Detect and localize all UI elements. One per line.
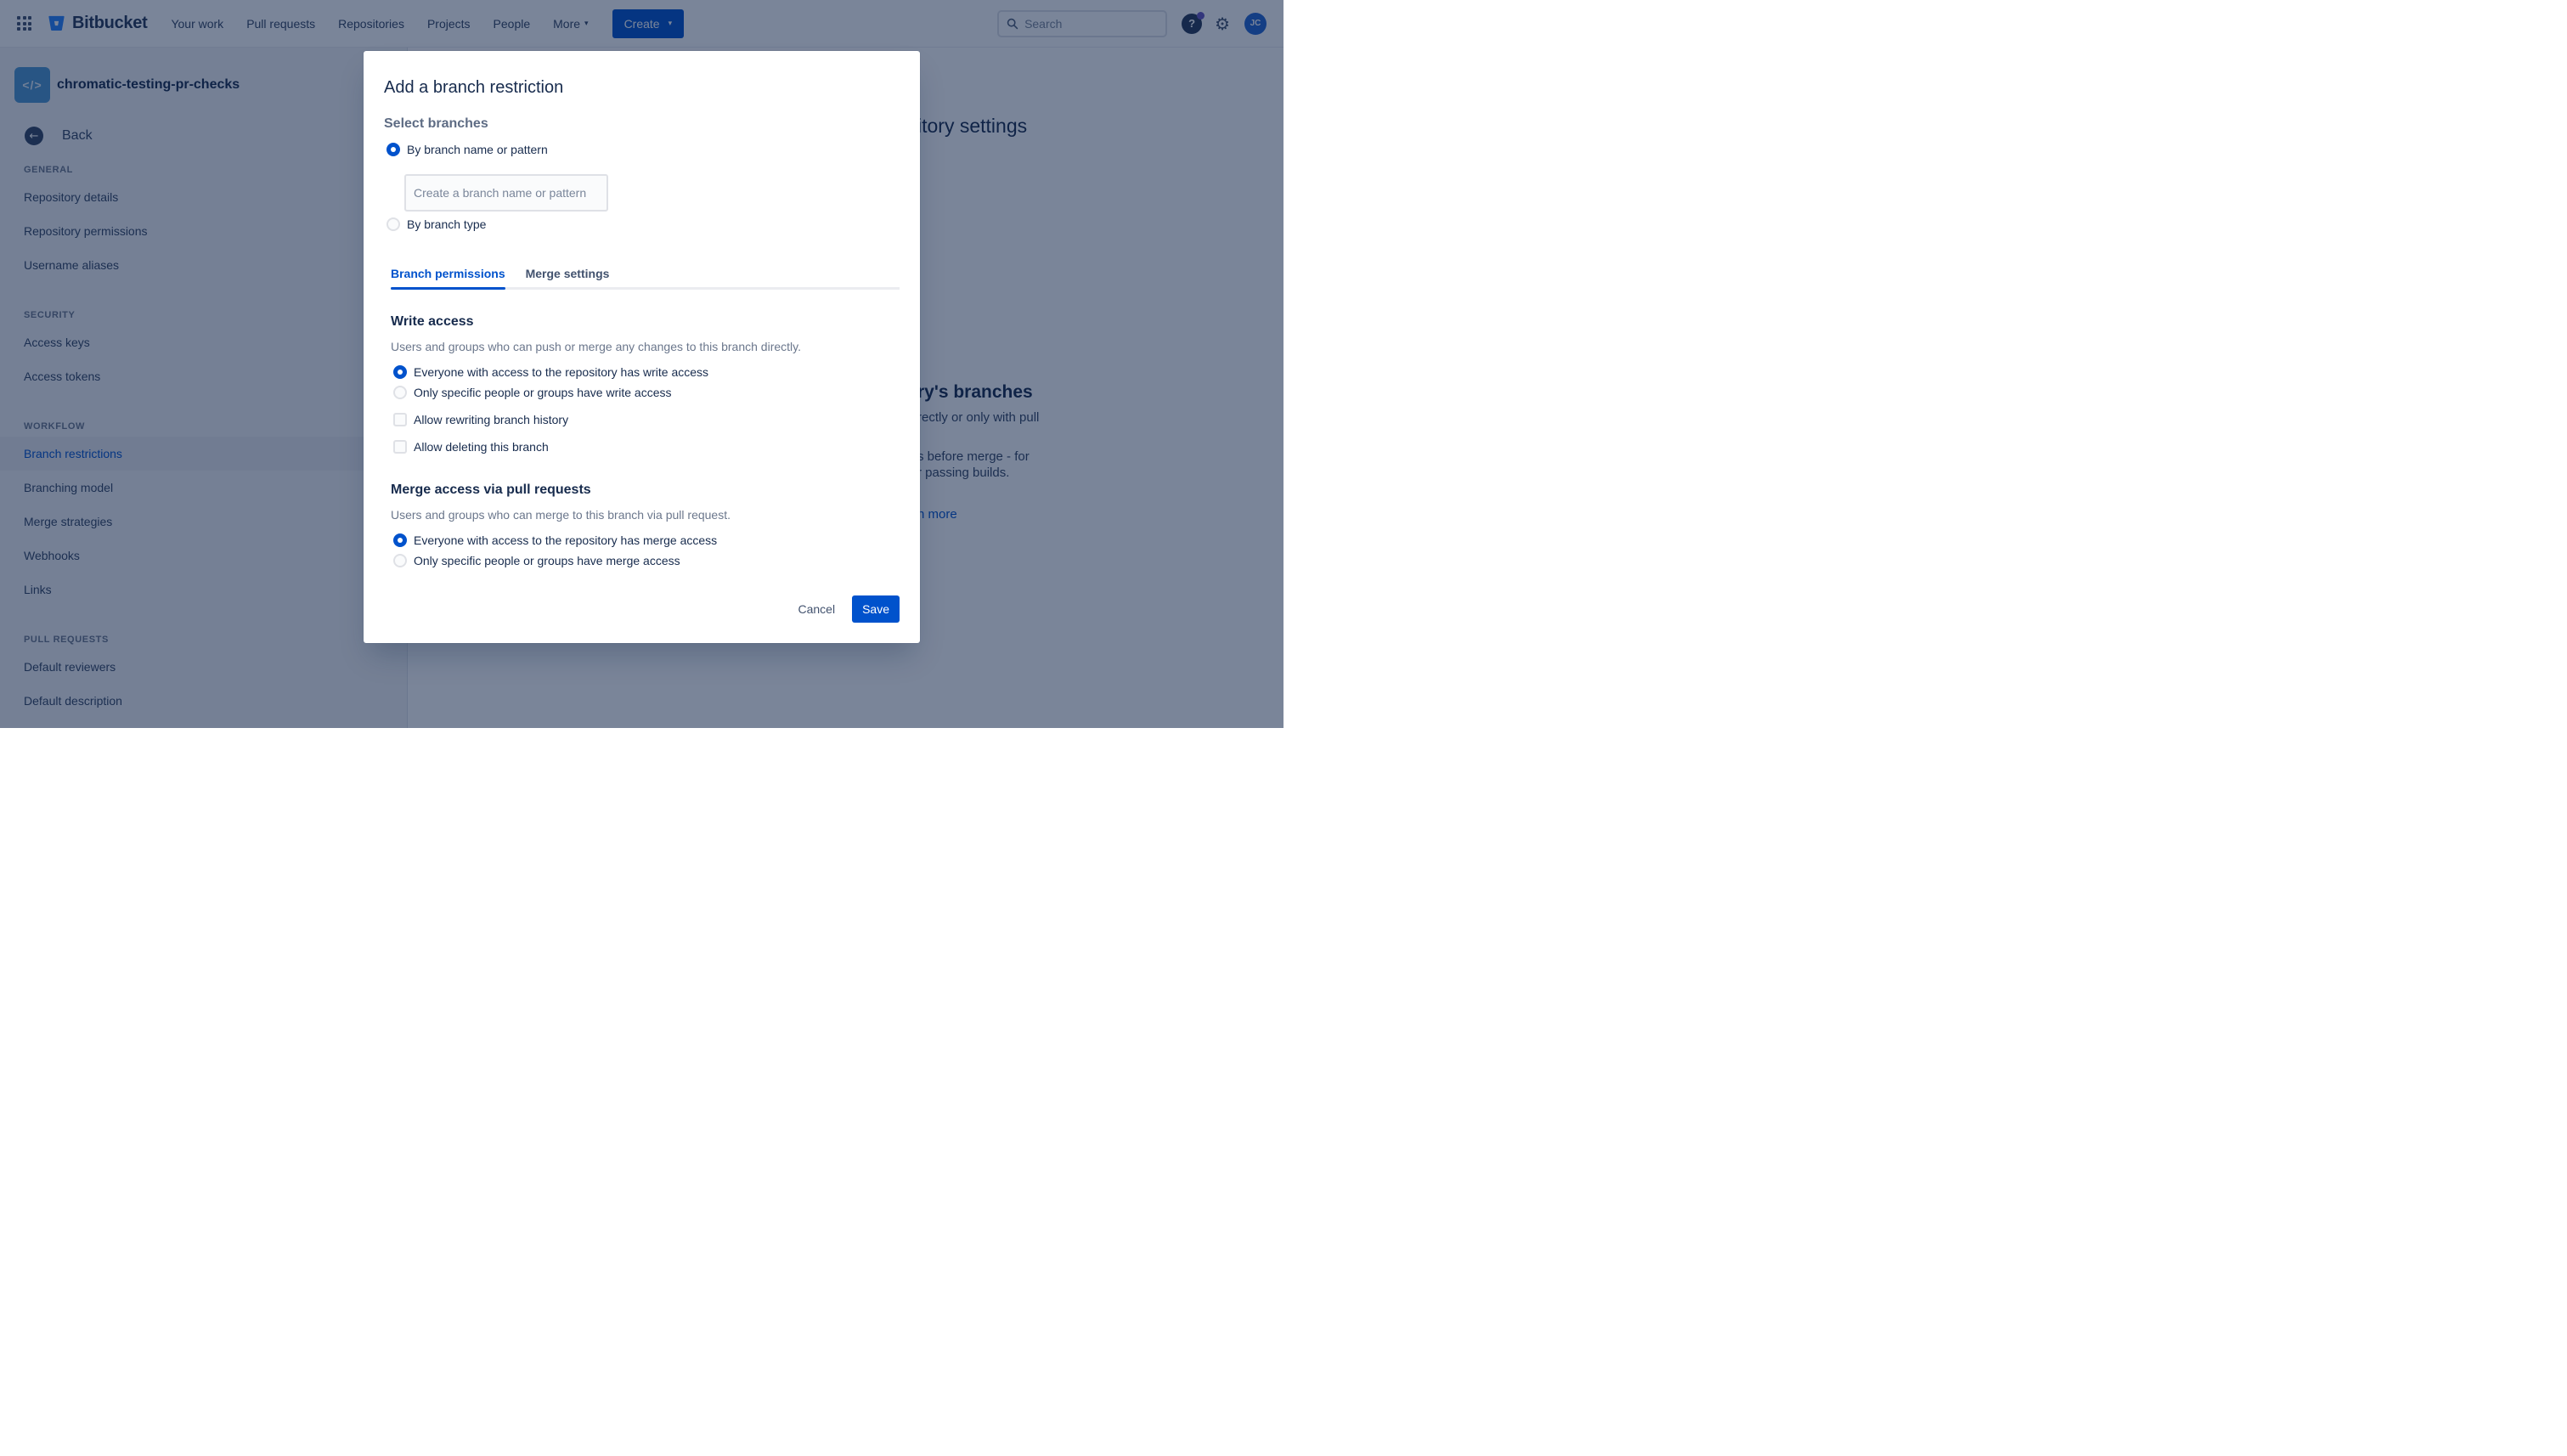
radio-unselected-icon[interactable] bbox=[386, 217, 400, 231]
radio-unselected-icon[interactable] bbox=[393, 386, 407, 399]
checkbox-allow-deleting-branch[interactable]: Allow deleting this branch bbox=[391, 437, 900, 457]
save-button[interactable]: Save bbox=[852, 595, 900, 623]
radio-everyone-merge-access[interactable]: Everyone with access to the repository has merge access bbox=[391, 530, 900, 550]
checkbox-unchecked-icon[interactable] bbox=[393, 413, 407, 426]
merge-access-description: Users and groups who can merge to this branch via pull request. bbox=[391, 508, 731, 522]
branch-pattern-input[interactable] bbox=[404, 174, 608, 212]
tab-merge-settings[interactable]: Merge settings bbox=[525, 267, 610, 280]
radio-everyone-write-access[interactable]: Everyone with access to the repository has write access bbox=[391, 362, 900, 382]
write-access-heading: Write access bbox=[391, 314, 474, 329]
radio-selected-icon[interactable] bbox=[393, 533, 407, 547]
dialog-title: Add a branch restriction bbox=[384, 78, 564, 97]
radio-by-branch-type[interactable]: By branch type bbox=[384, 214, 900, 234]
radio-specific-merge-access[interactable]: Only specific people or groups have merge access bbox=[391, 550, 900, 571]
merge-access-heading: Merge access via pull requests bbox=[391, 483, 591, 497]
dialog-footer bbox=[384, 595, 900, 623]
select-branches-heading: Select branches bbox=[384, 116, 488, 131]
add-branch-restriction-dialog bbox=[364, 51, 920, 643]
write-access-description: Users and groups who can push or merge any changes to this branch directly. bbox=[391, 340, 801, 353]
radio-by-branch-name[interactable]: By branch name or pattern bbox=[384, 139, 900, 160]
dialog-tabs bbox=[391, 265, 900, 290]
checkbox-unchecked-icon[interactable] bbox=[393, 440, 407, 454]
radio-selected-icon[interactable] bbox=[393, 365, 407, 379]
cancel-button[interactable]: Cancel bbox=[787, 595, 845, 623]
radio-unselected-icon[interactable] bbox=[393, 554, 407, 567]
checkbox-allow-rewriting-history[interactable]: Allow rewriting branch history bbox=[391, 409, 900, 430]
radio-selected-icon[interactable] bbox=[386, 143, 400, 156]
tab-branch-permissions[interactable]: Branch permissions bbox=[391, 265, 505, 287]
radio-specific-write-access[interactable]: Only specific people or groups have write access bbox=[391, 382, 900, 403]
